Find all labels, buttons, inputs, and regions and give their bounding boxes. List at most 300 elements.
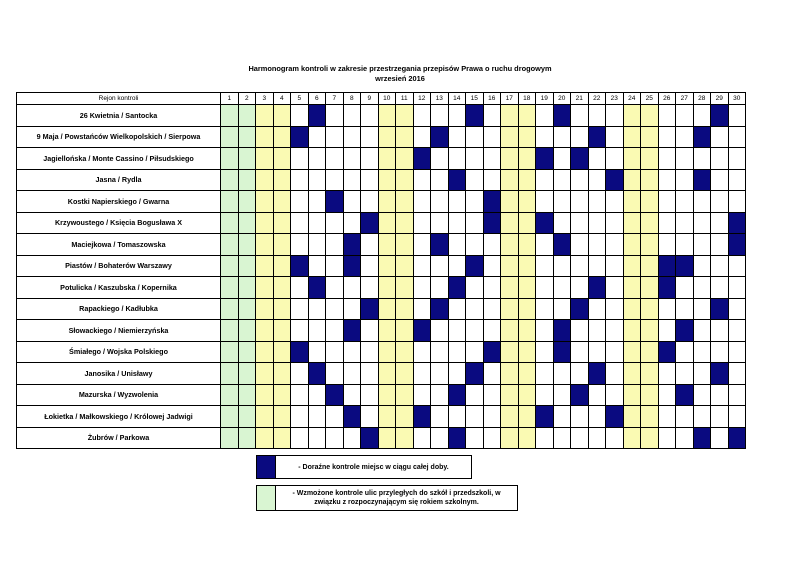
school-cell [238, 277, 256, 299]
day-header: 24 [623, 93, 641, 105]
weekend-cell [378, 234, 396, 256]
weekend-cell [641, 169, 659, 191]
weekend-cell [378, 427, 396, 449]
empty-cell [536, 255, 554, 277]
weekend-cell [256, 320, 274, 342]
empty-cell [431, 406, 449, 428]
table-row [17, 277, 746, 299]
empty-cell [483, 384, 501, 406]
empty-cell [658, 427, 676, 449]
empty-cell [466, 277, 484, 299]
empty-cell [361, 169, 379, 191]
empty-cell [571, 363, 589, 385]
control-cell [693, 169, 711, 191]
empty-cell [693, 277, 711, 299]
weekend-cell [641, 148, 659, 170]
empty-cell [361, 363, 379, 385]
region-name: Krzywoustego / Księcia Bogusława X [17, 212, 221, 234]
empty-cell [693, 298, 711, 320]
school-cell [221, 169, 239, 191]
empty-cell [658, 234, 676, 256]
day-header: 5 [291, 93, 309, 105]
empty-cell [483, 406, 501, 428]
weekend-cell [378, 191, 396, 213]
region-name: Śmiałego / Wojska Polskiego [17, 341, 221, 363]
control-cell [676, 384, 694, 406]
header-row [17, 93, 746, 105]
weekend-cell [378, 384, 396, 406]
empty-cell [658, 298, 676, 320]
weekend-cell [273, 277, 291, 299]
empty-cell [466, 169, 484, 191]
empty-cell [588, 384, 606, 406]
weekend-cell [256, 169, 274, 191]
empty-cell [343, 363, 361, 385]
control-cell [588, 363, 606, 385]
school-cell [221, 427, 239, 449]
control-cell [413, 320, 431, 342]
empty-cell [343, 148, 361, 170]
empty-cell [326, 148, 344, 170]
weekend-cell [256, 148, 274, 170]
school-cell [221, 384, 239, 406]
empty-cell [676, 212, 694, 234]
empty-cell [483, 234, 501, 256]
empty-cell [693, 384, 711, 406]
empty-cell [711, 384, 729, 406]
day-header: 30 [728, 93, 746, 105]
empty-cell [588, 427, 606, 449]
empty-cell [361, 148, 379, 170]
empty-cell [606, 363, 624, 385]
empty-cell [728, 105, 746, 127]
empty-cell [361, 341, 379, 363]
empty-cell [658, 169, 676, 191]
empty-cell [588, 105, 606, 127]
empty-cell [693, 105, 711, 127]
control-cell [571, 384, 589, 406]
empty-cell [676, 363, 694, 385]
empty-cell [483, 277, 501, 299]
empty-cell [308, 320, 326, 342]
table-row [17, 341, 746, 363]
weekend-cell [518, 148, 536, 170]
weekend-cell [623, 341, 641, 363]
weekend-cell [623, 277, 641, 299]
school-cell [238, 105, 256, 127]
empty-cell [343, 427, 361, 449]
empty-cell [326, 341, 344, 363]
weekend-cell [623, 105, 641, 127]
weekend-cell [641, 427, 659, 449]
day-header: 2 [238, 93, 256, 105]
empty-cell [308, 148, 326, 170]
table-row [17, 105, 746, 127]
empty-cell [308, 169, 326, 191]
day-header: 3 [256, 93, 274, 105]
empty-cell [588, 320, 606, 342]
weekend-cell [378, 105, 396, 127]
weekend-cell [623, 148, 641, 170]
empty-cell [466, 384, 484, 406]
weekend-cell [518, 298, 536, 320]
empty-cell [466, 148, 484, 170]
weekend-cell [378, 277, 396, 299]
empty-cell [676, 427, 694, 449]
empty-cell [553, 363, 571, 385]
day-header: 18 [518, 93, 536, 105]
region-name: 26 Kwietnia / Santocka [17, 105, 221, 127]
weekend-cell [641, 105, 659, 127]
empty-cell [413, 234, 431, 256]
empty-cell [728, 298, 746, 320]
empty-cell [326, 427, 344, 449]
empty-cell [728, 363, 746, 385]
empty-cell [536, 298, 554, 320]
control-cell [431, 298, 449, 320]
control-cell [448, 169, 466, 191]
empty-cell [711, 148, 729, 170]
empty-cell [711, 234, 729, 256]
control-cell [658, 277, 676, 299]
empty-cell [466, 298, 484, 320]
control-cell [693, 427, 711, 449]
empty-cell [711, 320, 729, 342]
weekend-cell [273, 126, 291, 148]
weekend-cell [501, 384, 519, 406]
weekend-cell [518, 427, 536, 449]
empty-cell [588, 298, 606, 320]
control-cell [466, 363, 484, 385]
empty-cell [326, 105, 344, 127]
weekend-cell [501, 341, 519, 363]
empty-cell [466, 126, 484, 148]
empty-cell [448, 341, 466, 363]
empty-cell [658, 191, 676, 213]
empty-cell [588, 234, 606, 256]
empty-cell [728, 406, 746, 428]
control-cell [448, 277, 466, 299]
weekend-cell [501, 406, 519, 428]
school-cell [238, 341, 256, 363]
weekend-cell [501, 191, 519, 213]
weekend-cell [518, 169, 536, 191]
empty-cell [431, 277, 449, 299]
weekend-cell [256, 255, 274, 277]
weekend-cell [641, 212, 659, 234]
control-cell [448, 384, 466, 406]
empty-cell [553, 277, 571, 299]
empty-cell [588, 148, 606, 170]
weekend-cell [396, 320, 414, 342]
weekend-cell [641, 255, 659, 277]
day-header: 16 [483, 93, 501, 105]
legend-control-text: - Doraźne kontrole miejsc w ciągu całej doby. [298, 463, 449, 471]
empty-cell [361, 126, 379, 148]
empty-cell [553, 169, 571, 191]
empty-cell [326, 212, 344, 234]
empty-cell [308, 341, 326, 363]
empty-cell [413, 126, 431, 148]
empty-cell [658, 406, 676, 428]
empty-cell [448, 298, 466, 320]
empty-cell [588, 169, 606, 191]
empty-cell [413, 277, 431, 299]
empty-cell [536, 341, 554, 363]
empty-cell [343, 169, 361, 191]
legend-control-swatch [257, 456, 276, 478]
weekend-cell [396, 212, 414, 234]
day-header: 22 [588, 93, 606, 105]
empty-cell [588, 406, 606, 428]
empty-cell [291, 406, 309, 428]
empty-cell [291, 234, 309, 256]
empty-cell [308, 255, 326, 277]
empty-cell [711, 277, 729, 299]
empty-cell [571, 126, 589, 148]
empty-cell [676, 148, 694, 170]
empty-cell [606, 234, 624, 256]
weekend-cell [396, 126, 414, 148]
empty-cell [693, 341, 711, 363]
empty-cell [658, 105, 676, 127]
empty-cell [588, 255, 606, 277]
empty-cell [343, 105, 361, 127]
empty-cell [693, 320, 711, 342]
empty-cell [326, 320, 344, 342]
empty-cell [483, 126, 501, 148]
empty-cell [693, 212, 711, 234]
empty-cell [606, 255, 624, 277]
weekend-cell [501, 234, 519, 256]
weekend-cell [378, 255, 396, 277]
empty-cell [308, 234, 326, 256]
weekend-cell [518, 277, 536, 299]
school-cell [221, 126, 239, 148]
empty-cell [553, 191, 571, 213]
control-cell [693, 126, 711, 148]
empty-cell [361, 105, 379, 127]
weekend-cell [256, 277, 274, 299]
empty-cell [466, 234, 484, 256]
empty-cell [413, 363, 431, 385]
weekend-cell [378, 363, 396, 385]
weekend-cell [256, 191, 274, 213]
table-row [17, 406, 746, 428]
empty-cell [658, 384, 676, 406]
empty-cell [291, 363, 309, 385]
school-cell [238, 406, 256, 428]
empty-cell [291, 148, 309, 170]
weekend-cell [641, 406, 659, 428]
empty-cell [571, 277, 589, 299]
empty-cell [676, 234, 694, 256]
weekend-cell [518, 126, 536, 148]
empty-cell [571, 427, 589, 449]
empty-cell [361, 406, 379, 428]
weekend-cell [396, 363, 414, 385]
empty-cell [448, 255, 466, 277]
control-cell [571, 298, 589, 320]
empty-cell [308, 406, 326, 428]
day-header: 21 [571, 93, 589, 105]
empty-cell [291, 277, 309, 299]
weekend-cell [396, 277, 414, 299]
empty-cell [536, 126, 554, 148]
empty-cell [571, 406, 589, 428]
control-cell [728, 212, 746, 234]
empty-cell [448, 234, 466, 256]
empty-cell [711, 406, 729, 428]
control-cell [413, 148, 431, 170]
empty-cell [431, 212, 449, 234]
weekend-cell [273, 427, 291, 449]
weekend-cell [623, 234, 641, 256]
empty-cell [483, 298, 501, 320]
empty-cell [466, 212, 484, 234]
region-name: Żubrów / Parkowa [17, 427, 221, 449]
empty-cell [553, 427, 571, 449]
control-cell [431, 126, 449, 148]
empty-cell [606, 384, 624, 406]
weekend-cell [623, 212, 641, 234]
school-cell [221, 298, 239, 320]
weekend-cell [641, 277, 659, 299]
weekend-cell [641, 191, 659, 213]
weekend-cell [518, 406, 536, 428]
empty-cell [571, 234, 589, 256]
control-cell [361, 212, 379, 234]
legend-control [256, 455, 472, 479]
empty-cell [308, 427, 326, 449]
weekend-cell [378, 298, 396, 320]
weekend-cell [518, 105, 536, 127]
empty-cell [361, 320, 379, 342]
weekend-cell [256, 126, 274, 148]
weekend-cell [641, 341, 659, 363]
empty-cell [676, 126, 694, 148]
empty-cell [606, 148, 624, 170]
empty-cell [413, 255, 431, 277]
weekend-cell [273, 212, 291, 234]
empty-cell [553, 298, 571, 320]
table-row [17, 148, 746, 170]
empty-cell [606, 191, 624, 213]
weekend-cell [273, 341, 291, 363]
empty-cell [606, 126, 624, 148]
weekend-cell [501, 126, 519, 148]
weekend-cell [378, 169, 396, 191]
empty-cell [483, 363, 501, 385]
empty-cell [343, 126, 361, 148]
empty-cell [291, 212, 309, 234]
empty-cell [448, 212, 466, 234]
empty-cell [571, 169, 589, 191]
region-name: Mazurska / Wyzwolenia [17, 384, 221, 406]
empty-cell [343, 191, 361, 213]
day-header: 23 [606, 93, 624, 105]
empty-cell [448, 320, 466, 342]
control-cell [361, 298, 379, 320]
empty-cell [658, 363, 676, 385]
weekend-cell [256, 212, 274, 234]
control-cell [483, 341, 501, 363]
region-name: Rapackiego / Kadłubka [17, 298, 221, 320]
empty-cell [606, 427, 624, 449]
control-cell [326, 384, 344, 406]
empty-cell [343, 212, 361, 234]
empty-cell [711, 427, 729, 449]
table-row [17, 427, 746, 449]
control-cell [466, 105, 484, 127]
empty-cell [448, 191, 466, 213]
empty-cell [676, 341, 694, 363]
school-cell [238, 148, 256, 170]
empty-cell [553, 212, 571, 234]
control-cell [553, 234, 571, 256]
day-header: 10 [378, 93, 396, 105]
empty-cell [291, 191, 309, 213]
weekend-cell [501, 105, 519, 127]
empty-cell [361, 277, 379, 299]
legend-school [256, 485, 518, 511]
legend-school-swatch [257, 486, 276, 510]
schedule-month: wrzesień 2016 [375, 74, 425, 83]
empty-cell [571, 320, 589, 342]
empty-cell [728, 255, 746, 277]
empty-cell [483, 169, 501, 191]
day-header: 14 [448, 93, 466, 105]
empty-cell [326, 298, 344, 320]
empty-cell [693, 406, 711, 428]
empty-cell [413, 191, 431, 213]
empty-cell [466, 427, 484, 449]
control-cell [536, 212, 554, 234]
empty-cell [326, 169, 344, 191]
school-cell [221, 148, 239, 170]
table-row [17, 255, 746, 277]
empty-cell [291, 105, 309, 127]
day-header: 1 [221, 93, 239, 105]
weekend-cell [623, 320, 641, 342]
weekend-cell [641, 384, 659, 406]
school-cell [238, 255, 256, 277]
empty-cell [658, 212, 676, 234]
empty-cell [431, 341, 449, 363]
empty-cell [728, 148, 746, 170]
control-cell [431, 234, 449, 256]
weekend-cell [256, 406, 274, 428]
empty-cell [483, 148, 501, 170]
schedule-table [16, 92, 746, 449]
control-cell [326, 191, 344, 213]
school-cell [238, 298, 256, 320]
empty-cell [693, 234, 711, 256]
empty-cell [728, 341, 746, 363]
weekend-cell [518, 363, 536, 385]
empty-cell [413, 298, 431, 320]
region-name: Potulicka / Kaszubska / Kopernika [17, 277, 221, 299]
empty-cell [308, 212, 326, 234]
weekend-cell [396, 191, 414, 213]
control-cell [676, 320, 694, 342]
weekend-cell [518, 234, 536, 256]
control-cell [536, 406, 554, 428]
weekend-cell [641, 320, 659, 342]
empty-cell [728, 320, 746, 342]
table-row [17, 234, 746, 256]
empty-cell [483, 255, 501, 277]
